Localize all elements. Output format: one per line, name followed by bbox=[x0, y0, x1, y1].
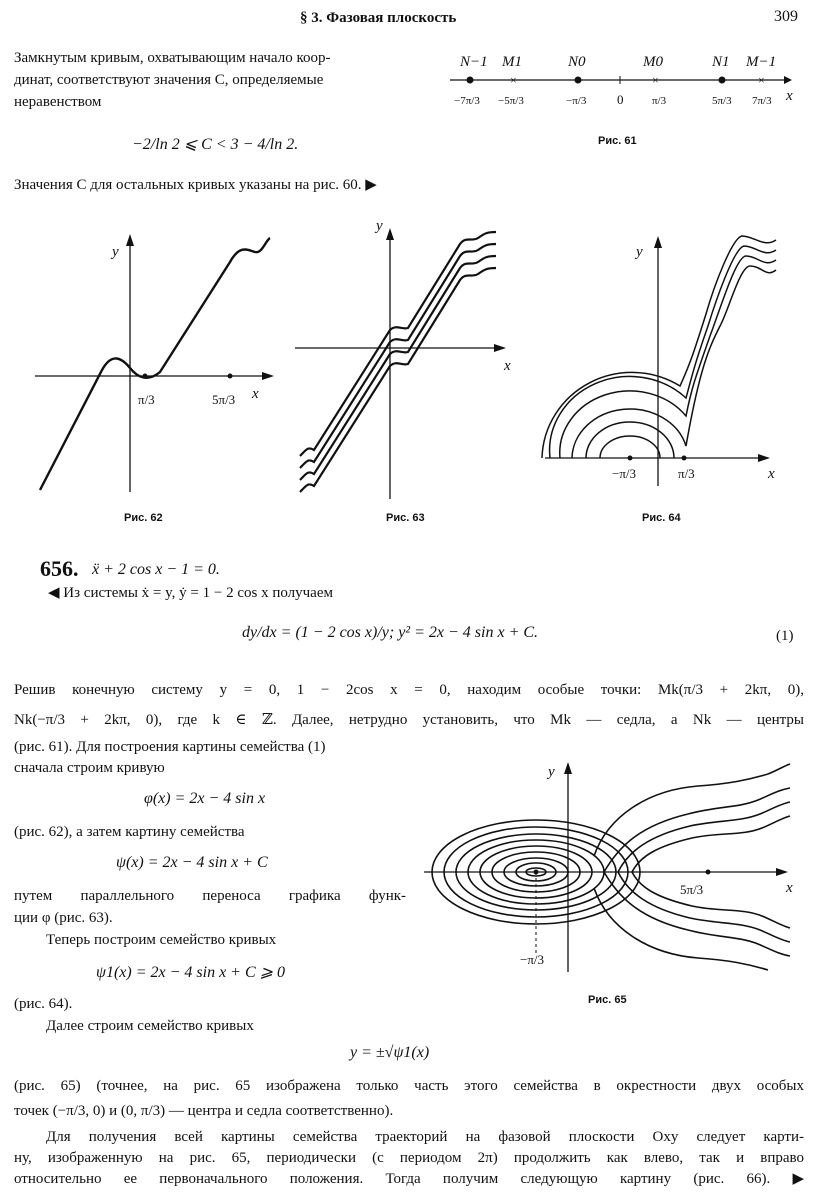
fig62-tick-1: π/3 bbox=[138, 392, 155, 407]
para3-line-1: путем параллельного переноса графика функ- bbox=[14, 888, 406, 904]
psi1-formula: ψ1(x) = 2x − 4 sin x + C ⩾ 0 bbox=[96, 964, 286, 981]
para5-line-1: (рис. 64). bbox=[14, 996, 73, 1012]
fig62-caption: Рис. 62 bbox=[124, 512, 163, 524]
para4-line-1: Теперь построим семейство кривых bbox=[46, 932, 277, 948]
fig65-caption: Рис. 65 bbox=[588, 994, 627, 1006]
fig65-tick-neg: −π/3 bbox=[520, 952, 545, 967]
fig61-label-n-1: N−1 bbox=[460, 54, 488, 70]
fig65-axis-x: x bbox=[786, 880, 793, 896]
fig63-axis-y: y bbox=[376, 218, 383, 234]
fig61-tick-4: 0 bbox=[617, 92, 624, 107]
intro-line-3: неравенством bbox=[14, 94, 102, 110]
fig61-label-m-1: M−1 bbox=[746, 54, 777, 70]
fig63-caption: Рис. 63 bbox=[386, 512, 425, 524]
inequality-formula: −2/ln 2 ⩽ C < 3 − 4/ln 2. bbox=[132, 136, 299, 153]
figure-64 bbox=[540, 226, 790, 506]
fig62-axis-x: x bbox=[252, 386, 259, 402]
intro-after-line: Значения C для остальных кривых указаны на рис. 60. ▶ bbox=[14, 177, 377, 193]
phi-formula: φ(x) = 2x − 4 sin x bbox=[144, 790, 266, 807]
problem-line-1: ◀ Из системы ẋ = y, ẏ = 1 − 2 cos x получаем bbox=[48, 585, 333, 601]
yroot-formula: y = ±√ψ1(x) bbox=[350, 1044, 430, 1061]
problem-equation: ẍ + 2 cos x − 1 = 0. bbox=[92, 561, 220, 578]
page-number: 309 bbox=[774, 8, 798, 25]
fig62-tick-2: 5π/3 bbox=[212, 392, 236, 407]
para3-line-2: ции φ (рис. 63). bbox=[14, 910, 113, 926]
para1-line-3: (рис. 61). Для построения картины семейства (1) bbox=[14, 739, 326, 755]
fig61-axis-x: x bbox=[786, 88, 793, 104]
para7-line-2: точек (−π/3, 0) и (0, π/3) — центра и седла соответственно). bbox=[14, 1103, 394, 1119]
figure-61 bbox=[440, 46, 810, 126]
psi-formula: ψ(x) = 2x − 4 sin x + C bbox=[116, 854, 268, 871]
fig63-axis-x: x bbox=[504, 358, 511, 374]
fig64-tick-2: π/3 bbox=[678, 466, 695, 481]
svg-text:×: × bbox=[758, 73, 765, 87]
svg-text:×: × bbox=[652, 73, 659, 87]
problem-number: 656. bbox=[40, 556, 79, 581]
fig64-caption: Рис. 64 bbox=[642, 512, 681, 524]
fig61-label-n1: N1 bbox=[712, 54, 730, 70]
fig65-tick-pos: 5π/3 bbox=[680, 882, 704, 897]
fig61-tick-3: −π/3 bbox=[566, 95, 587, 107]
section-title: § 3. Фазовая плоскость bbox=[300, 10, 457, 26]
fig61-tick-1: −7π/3 bbox=[454, 95, 480, 107]
para2-line-1: (рис. 62), а затем картину семейства bbox=[14, 824, 245, 840]
para7-line-1: (рис. 65) (точнее, на рис. 65 изображена только часть этого семейства в окрестности двух особых bbox=[14, 1078, 804, 1094]
fig64-tick-1: −π/3 bbox=[612, 466, 637, 481]
para8-line-3: относительно ее первоначального положения. Тогда получим следующую картину (рис. 66). ▶ bbox=[14, 1171, 804, 1187]
formula-1-number: (1) bbox=[776, 628, 794, 644]
fig64-axis-y: y bbox=[636, 244, 643, 260]
para1-line-4: сначала строим кривую bbox=[14, 760, 165, 776]
para1-line-2: Nk(−π/3 + 2kπ, 0), где k ∈ ℤ. Далее, нетрудно установить, что Mk — седла, а Nk — центры bbox=[14, 712, 804, 728]
para6-line-1: Далее строим семейство кривых bbox=[46, 1018, 254, 1034]
figure-65 bbox=[418, 756, 808, 976]
fig61-label-m1: M1 bbox=[502, 54, 522, 70]
para1-line-1: Решив конечную систему y = 0, 1 − 2cos x = 0, находим особые точки: Mk(π/3 + 2kπ, 0), bbox=[14, 682, 804, 698]
formula-1: dy/dx = (1 − 2 cos x)/y; y² = 2x − 4 sin x + C. bbox=[242, 624, 539, 641]
fig65-axis-y: y bbox=[548, 764, 555, 780]
fig61-label-m0: M0 bbox=[643, 54, 663, 70]
fig64-axis-x: x bbox=[768, 466, 775, 482]
figure-62 bbox=[30, 222, 280, 502]
intro-line-2: динат, соответствуют значения C, определяемые bbox=[14, 72, 324, 88]
fig61-tick-2: −5π/3 bbox=[498, 95, 524, 107]
fig61-tick-6: 5π/3 bbox=[712, 95, 732, 107]
svg-text:×: × bbox=[510, 73, 517, 87]
intro-line-1: Замкнутым кривым, охватывающим начало коор- bbox=[14, 50, 331, 66]
fig61-tick-7: 7π/3 bbox=[752, 95, 772, 107]
figure-63 bbox=[290, 214, 530, 504]
fig61-caption: Рис. 61 bbox=[598, 135, 637, 147]
para8-line-2: ну, изображенную на рис. 65, периодически (с периодом 2π) продолжить как влево, так и вправо bbox=[14, 1150, 804, 1166]
fig61-label-n0: N0 bbox=[568, 54, 586, 70]
fig61-tick-5: π/3 bbox=[652, 95, 667, 107]
fig62-axis-y: y bbox=[112, 244, 119, 260]
para8-line-1: Для получения всей картины семейства траекторий на фазовой плоскости Oxy следует карти- bbox=[46, 1129, 804, 1145]
